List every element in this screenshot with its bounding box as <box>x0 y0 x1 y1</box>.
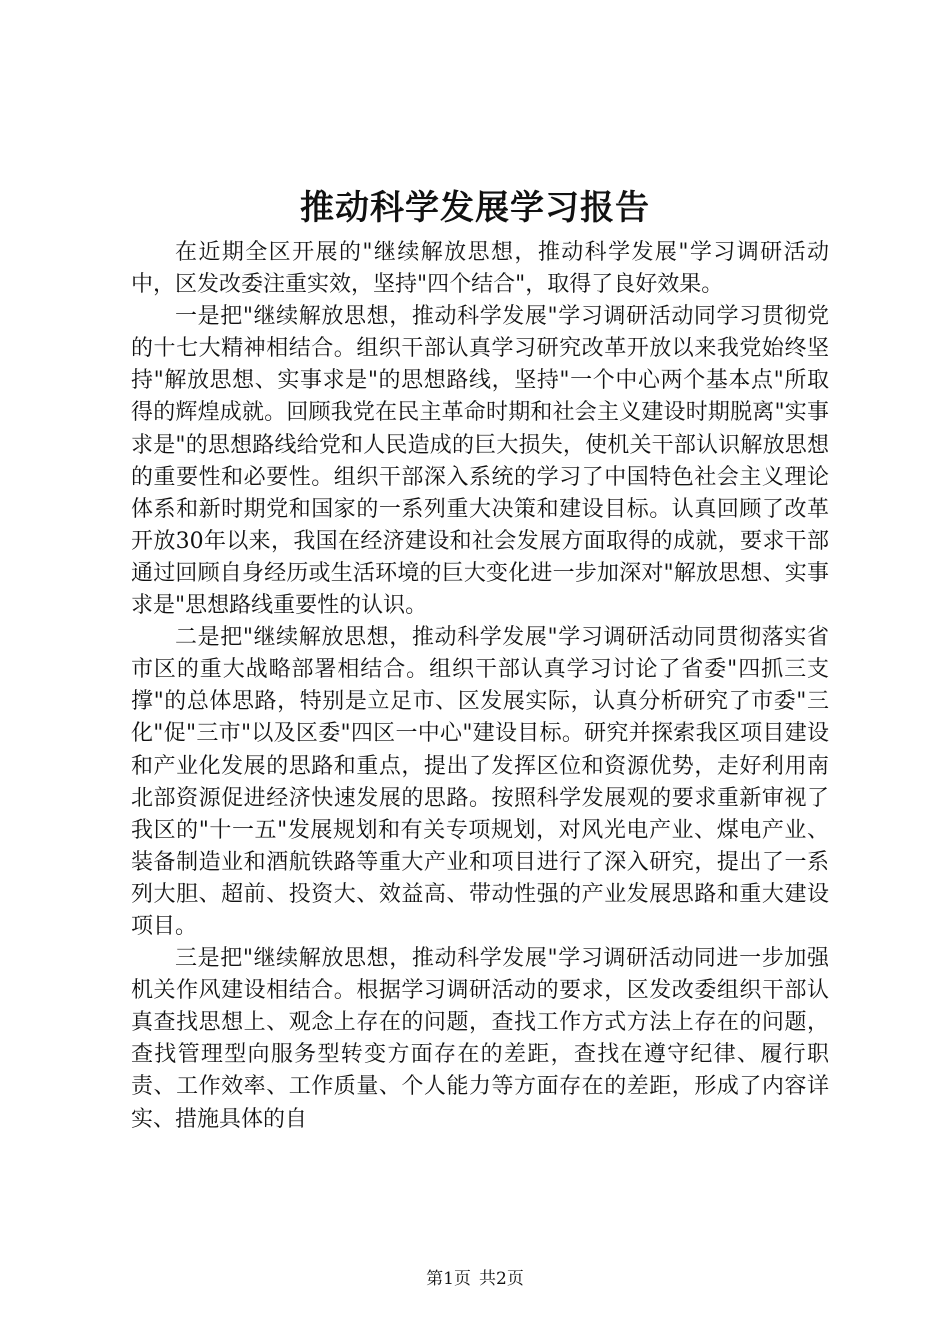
paragraph-point-one: 一是把"继续解放思想，推动科学发展"学习调研活动同学习贯彻党的十七大精神相结合。组织干部认真学习研究改革开放以来我党始终坚持"解放思想、实事求是"的思想路线，坚持"一个中心两个基本点"所取得的辉煌成就。回顾我党在民主革命时期和社会主义建设时期脱离"实事求是"的思想路线给党和人民造成的巨大损失，使机关干部认识解放思想的重要性和必要性。组织干部深入系统的学习了中国特色社会主义理论体系和新时期党和国家的一系列重大决策和建设目标。认真回顾了改革开放30年以来，我国在经济建设和社会发展方面取得的成就，要求干部通过回顾自身经历或生活环境的巨大变化进一步加深对"解放思想、实事求是"思想路线重要性的认识。 <box>131 304 829 619</box>
document-title: 推动科学发展学习报告 <box>300 188 650 228</box>
document-body <box>131 237 829 1136</box>
paragraph-point-two: 二是把"继续解放思想，推动科学发展"学习调研活动同贯彻落实省市区的重大战略部署相结合。组织干部认真学习讨论了省委"四抓三支撑"的总体思路，特别是立足市、区发展实际，认真分析研究了市委"三化"促"三市"以及区委"四区一中心"建设目标。研究并探索我区项目建设和产业化发展的思路和重点，提出了发挥区位和资源优势，走好利用南北部资源促进经济快速发展的思路。按照科学发展观的要求重新审视了我区的"十一五"发展规划和有关专项规划，对风光电产业、煤电产业、装备制造业和酒航铁路等重大产业和项目进行了深入研究，提出了一系列大胆、超前、投资大、效益高、带动性强的产业发展思路和重大建设项目。 <box>131 625 829 939</box>
page-number-total: 共2页 <box>479 1269 524 1289</box>
paragraph-intro: 在近期全区开展的"继续解放思想，推动科学发展"学习调研活动中，区发改委注重实效，坚持"四个结合"，取得了良好效果。 <box>131 240 829 298</box>
page-number-current: 第1页 <box>426 1269 471 1289</box>
page-footer <box>0 1268 950 1290</box>
paragraph-point-three: 三是把"继续解放思想，推动科学发展"学习调研活动同进一步加强机关作风建设相结合。根据学习调研活动的要求，区发改委组织干部认真查找思想上、观念上存在的问题，查找工作方式方法上存在的问题，查找管理型向服务型转变方面存在的差距，查找在遵守纪律、履行职责、工作效率、工作质量、个人能力等方面存在的差距，形成了内容详实、措施具体的自 <box>131 946 829 1132</box>
